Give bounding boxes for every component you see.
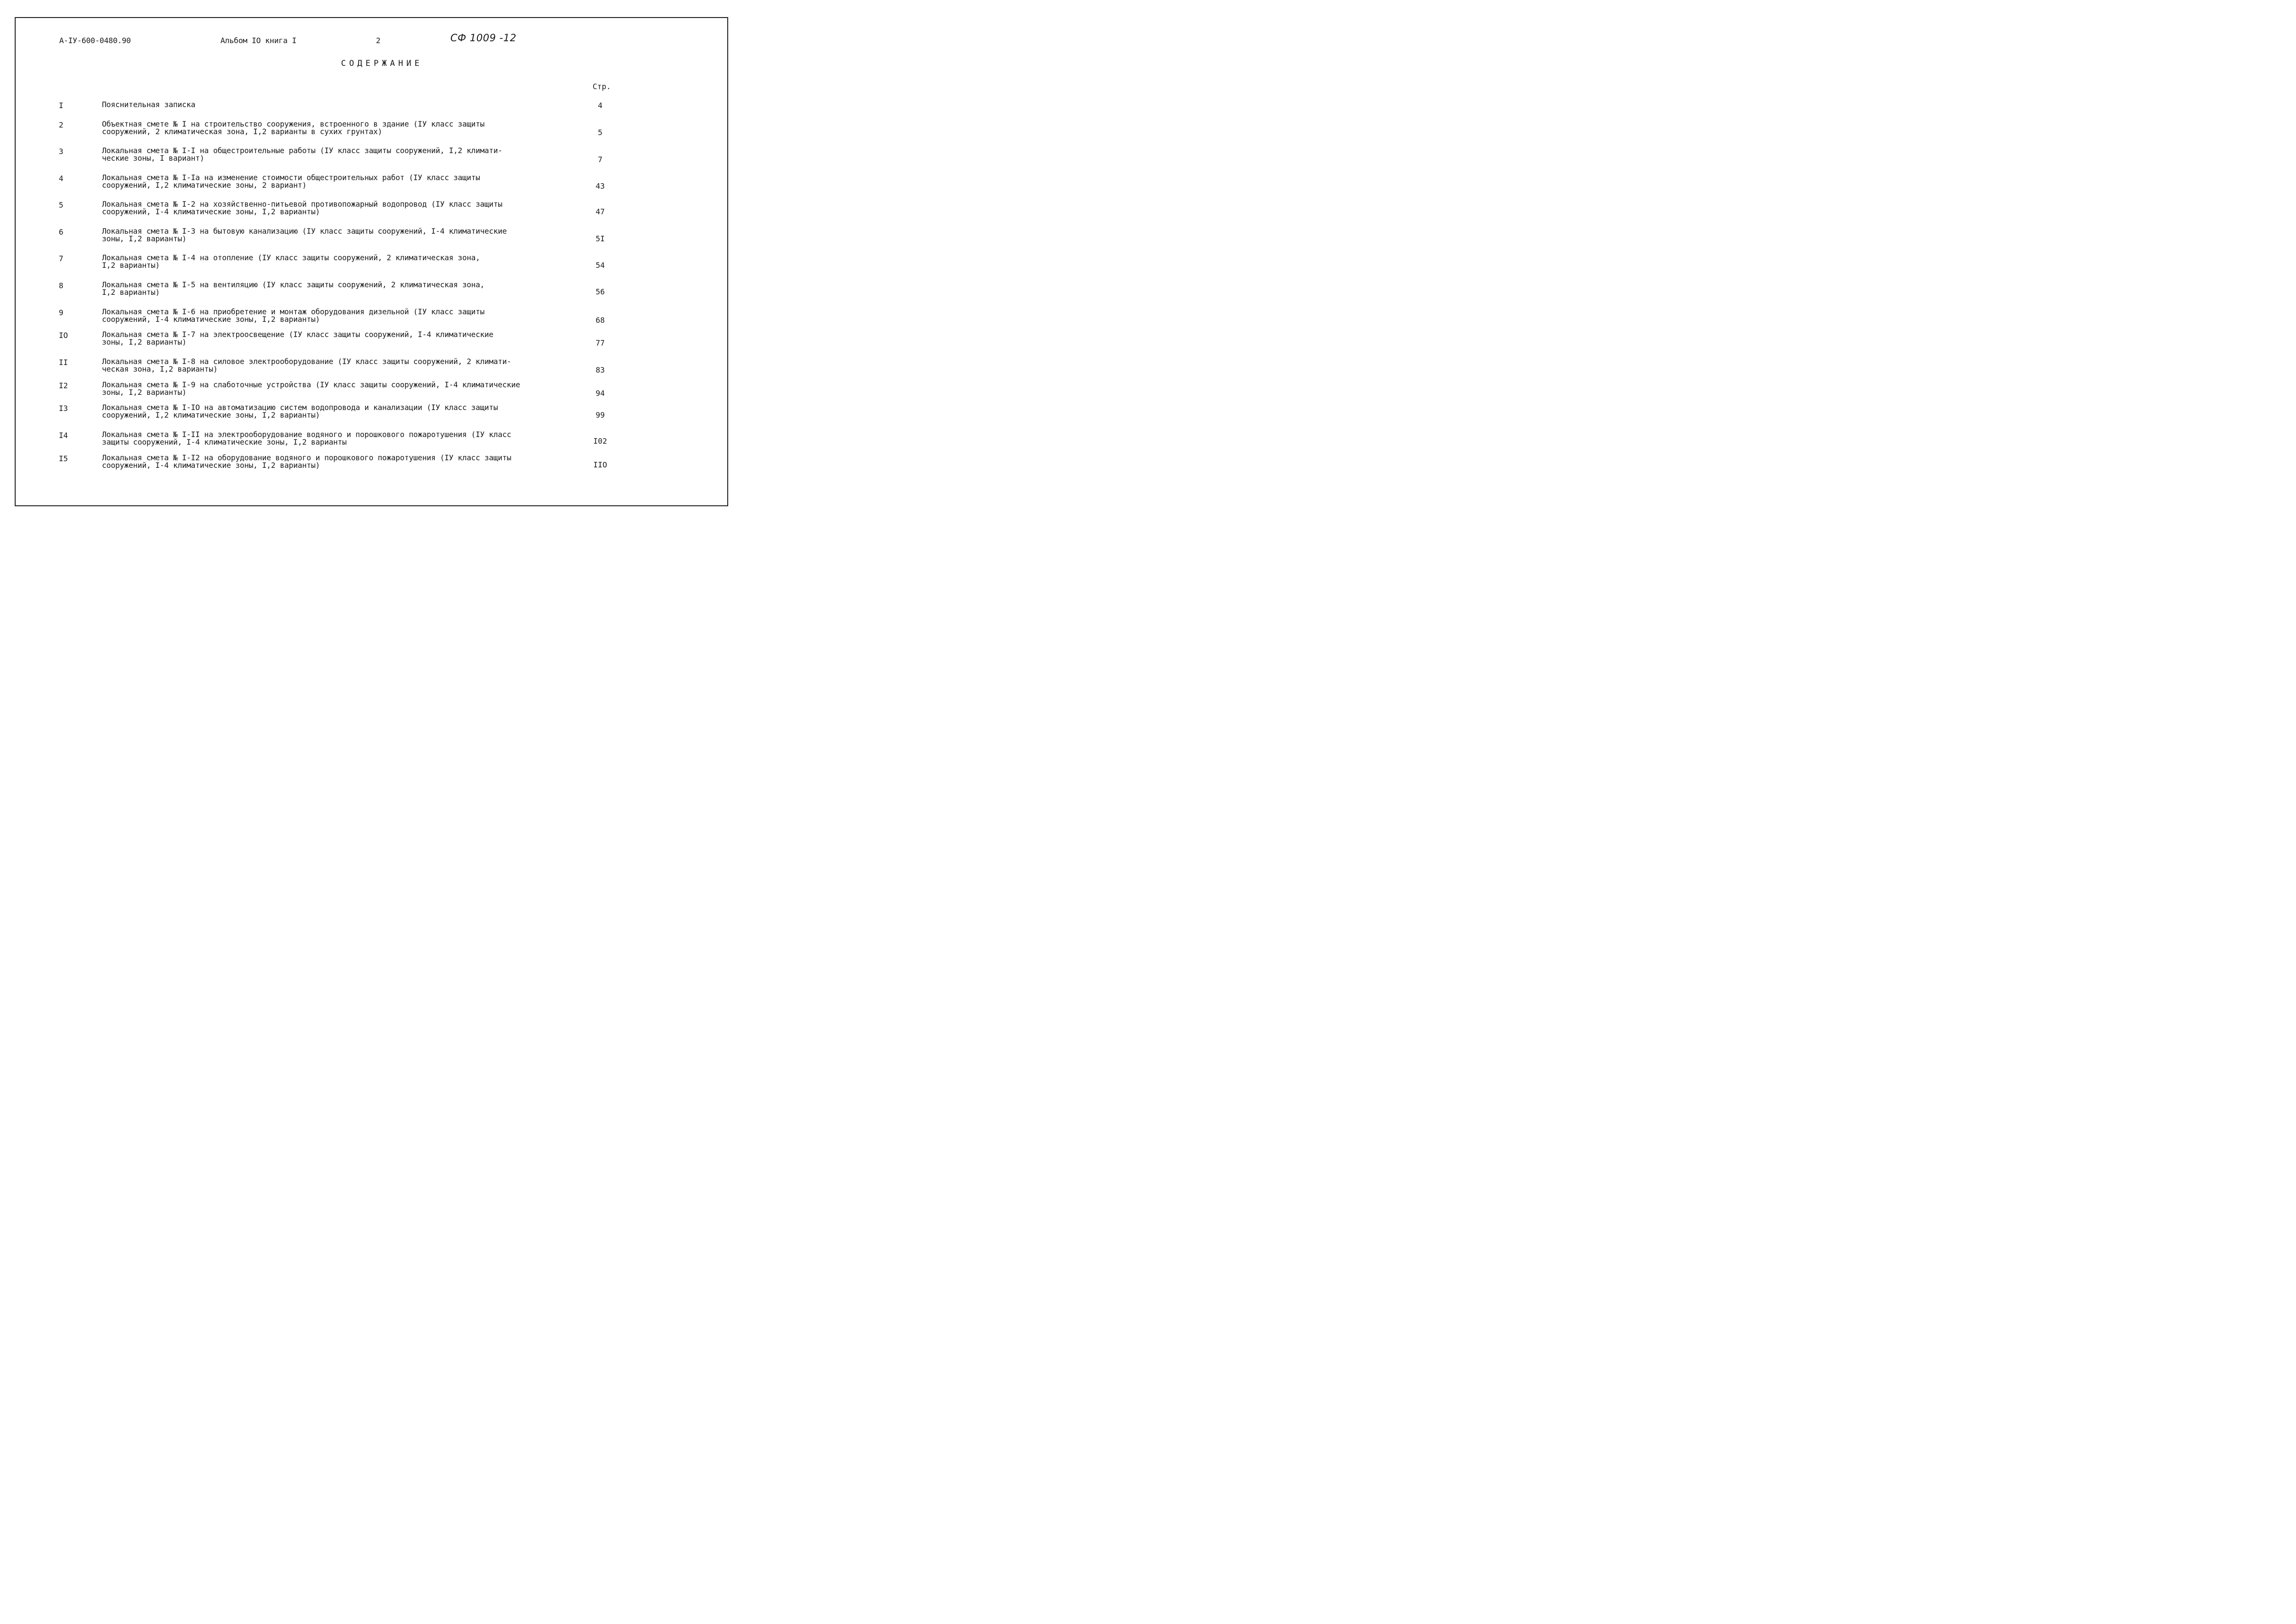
- page-number: 2: [376, 36, 381, 45]
- toc-entry-text: Локальная смета № I-IO на автоматизацию систем водопровода и канализации (IУ класс защиты сооружений, I,2 климатические зоны, I,2 варианты): [102, 403, 498, 420]
- toc-entry-number: 2: [59, 120, 64, 129]
- toc-entry-number: I: [59, 101, 64, 110]
- toc-entry-number: I3: [59, 404, 68, 413]
- toc-entry-text: Локальная смета № I-9 на слаботочные устройства (IУ класс защиты сооружений, I-4 климатические зоны, I,2 варианты): [102, 380, 520, 397]
- toc-entry-number: 3: [59, 147, 64, 156]
- toc-entry-page: 5I: [595, 234, 605, 243]
- toc-entry-text: Локальная смета № I-I на общестроительные работы (IУ класс защиты сооружений, I,2 климати- ческие зоны, I вариант): [102, 146, 503, 163]
- toc-entry-text: Локальная смета № I-8 на силовое электрооборудование (IУ класс защиты сооружений, 2 климати- ческая зона, I,2 варианты): [102, 357, 512, 374]
- toc-entry-page: 83: [595, 365, 605, 374]
- toc-entry-number: I5: [59, 454, 68, 463]
- toc-entry-text: Локальная смета № I-4 на отопление (IУ класс защиты сооружений, 2 климатическая зона, I,2 варианты): [102, 253, 480, 270]
- toc-entry-text: Локальная смета № I-2 на хозяйственно-питьевой противопожарный водопровод (IУ класс защиты сооружений, I-4 климатические зоны, I,2 варианты): [102, 200, 503, 216]
- toc-entry-text: Объектная смете № I на строительство сооружения, встроенного в здание (IУ класс защиты сооружений, 2 климатическая зона, I,2 варианты в сухих грунтах): [102, 119, 485, 136]
- toc-entry-page: 4: [598, 101, 603, 110]
- toc-entry-text: Пояснительная записка: [102, 100, 196, 109]
- toc-entry-page: 43: [595, 182, 605, 191]
- toc-entry-text: Локальная смета № I-I2 на оборудование водяного и порошкового пожаротушения (IУ класс защиты сооружений, I-4 климатические зоны, I,2 варианты): [102, 453, 512, 470]
- toc-entry-number: I4: [59, 431, 68, 440]
- toc-entry-page: 5: [598, 128, 603, 137]
- toc-entry-text: Локальная смета № I-3 на бытовую канализацию (IУ класс защиты сооружений, I-4 климатические зоны, I,2 варианты): [102, 227, 507, 243]
- toc-entry-page: I02: [593, 437, 607, 446]
- toc-entry-number: 5: [59, 201, 64, 210]
- toc-entry-page: 68: [595, 316, 605, 325]
- toc-entry-number: 8: [59, 281, 64, 290]
- page-title: СОДЕРЖАНИЕ: [341, 59, 423, 68]
- toc-entry-page: 94: [595, 389, 605, 398]
- toc-entry-text: Локальная смета № I-6 на приобретение и монтаж оборудования дизельной (IУ класс защиты сооружений, I-4 климатические зоны, I,2 варианты): [102, 307, 485, 324]
- handwritten-stamp: СФ 1009 -12: [450, 32, 517, 44]
- toc-entry-number: I2: [59, 381, 68, 390]
- toc-entry-text: Локальная смета № I-Iа на изменение стоимости общестроительных работ (IУ класс защиты сооружений, I,2 климатические зоны, 2 вариант): [102, 173, 480, 190]
- toc-entry-number: II: [59, 358, 68, 367]
- album-label: Альбом IO книга I: [220, 36, 297, 45]
- toc-entry-text: Локальная смета № I-5 на вентиляцию (IУ класс защиты сооружений, 2 климатическая зона, I,2 варианты): [102, 280, 485, 297]
- toc-entry-number: 6: [59, 228, 64, 237]
- toc-entry-page: 77: [595, 338, 605, 347]
- toc-entry-page: IIO: [593, 460, 607, 469]
- toc-entry-page: 47: [595, 207, 605, 216]
- toc-entry-number: 4: [59, 174, 64, 183]
- table-of-contents: [0, 0, 740, 523]
- toc-entry-page: 99: [595, 411, 605, 420]
- toc-entry-page: 54: [595, 261, 605, 270]
- toc-entry-text: Локальная смета № I-II на электрооборудование водяного и порошкового пожаротушения (IУ класс защиты сооружений, I-4 климатические зоны, I,2 варианты: [102, 430, 512, 447]
- toc-entry-page: 7: [598, 155, 603, 164]
- page-column-header: Стр.: [593, 82, 611, 91]
- toc-entry-page: 56: [595, 287, 605, 296]
- toc-entry-number: IO: [59, 331, 68, 340]
- toc-entry-text: Локальная смета № I-7 на электроосвещение (IУ класс защиты сооружений, I-4 климатические зоны, I,2 варианты): [102, 330, 494, 347]
- toc-entry-number: 9: [59, 308, 64, 317]
- document-code: А-IУ-600-0480.90: [59, 36, 131, 45]
- toc-entry-number: 7: [59, 254, 64, 263]
